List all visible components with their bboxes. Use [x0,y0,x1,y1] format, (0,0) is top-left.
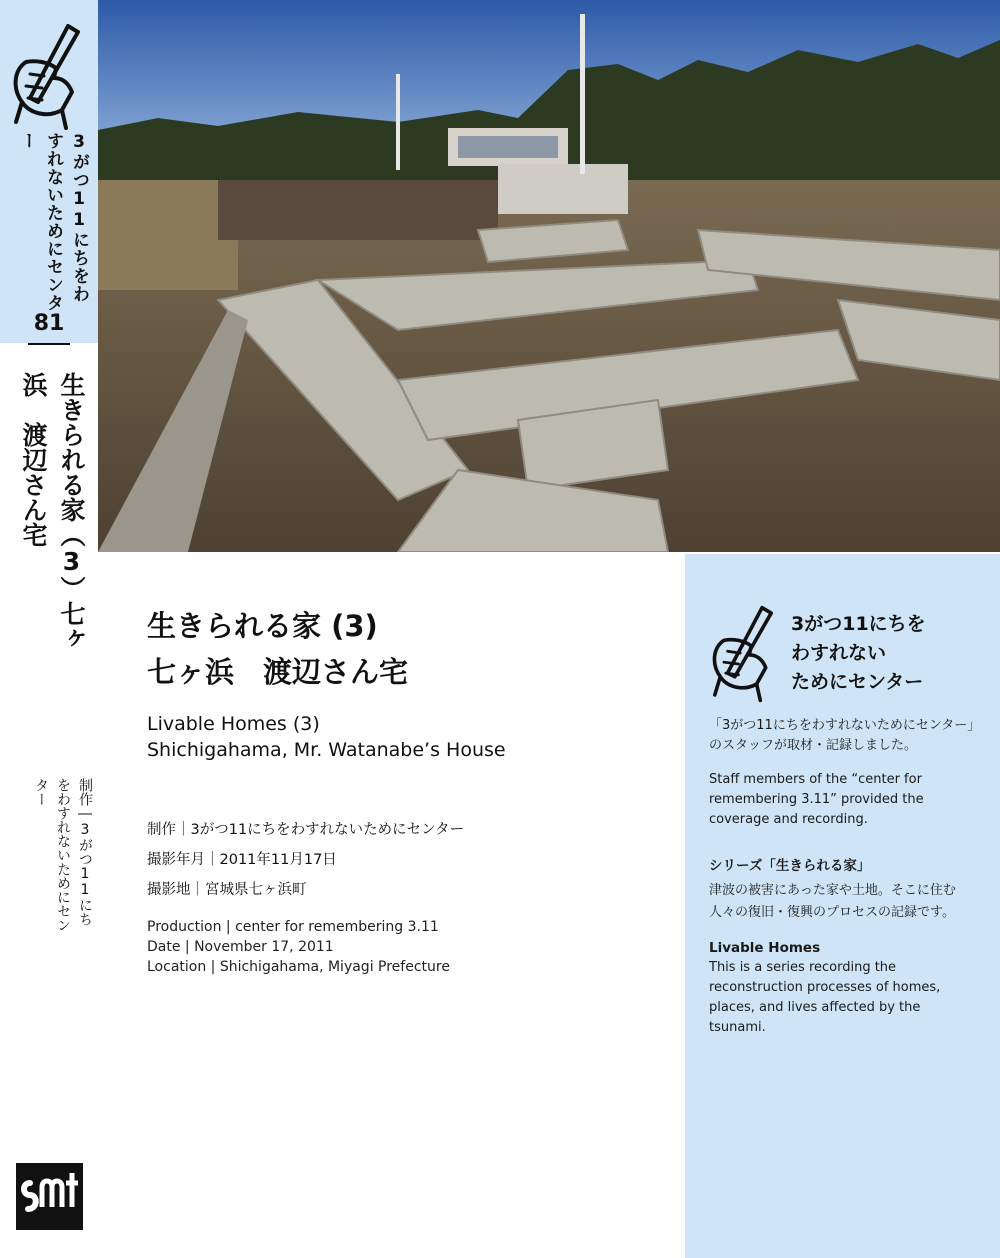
title-ja-line1: 生きられる家 (3) [147,609,378,643]
issue-number: 81 [33,311,65,336]
title-ja-line2: 七ヶ浜 渡辺さん宅 [147,655,409,689]
info-panel [685,554,1000,1258]
staff-note-ja: 「3がつ11にちをわすれないためにセンター」のスタッフが取材・記録しました。 [709,718,981,753]
center-name-line1: 3がつ11にちを [791,613,926,635]
title-en-line2: Shichigahama, Mr. Watanabe’s House [147,739,506,761]
hand-pencil-icon [707,604,779,704]
english-title [147,711,506,763]
meta-ja-date: 撮影年月｜2011年11月17日 [147,852,337,868]
series-body-en: This is a series recording the reconstruction processes of homes, places, and lives affected by the tsunami. [709,960,941,1035]
meta-en-date: Date | November 17, 2011 [147,939,334,955]
center-logo [707,604,977,714]
meta-ja-location: 撮影地｜宮城県七ヶ浜町 [147,882,307,898]
metadata-ja [147,815,464,905]
smt-logo-icon [16,1163,83,1230]
series-heading-en: Livable Homes [709,940,821,956]
center-name-line2: わすれない [791,642,887,664]
meta-ja-production: 制作｜3がつ11にちをわすれないためにセンター [147,822,465,838]
title-en-line1: Livable Homes (3) [147,713,320,735]
center-name-line3: ためにセンター [791,671,924,693]
meta-en-production: Production | center for remembering 3.11 [147,919,439,935]
center-name [791,610,926,697]
spine-credit: 制作―3がつ11にちをわすれないためにセンター [33,778,93,932]
spine-header [0,0,98,343]
series-body-ja: 津波の被害にあった家や土地。そこに住む人々の復旧・復興のプロセスの記録です。 [709,883,956,920]
metadata-en [147,917,450,977]
series-heading-ja: シリーズ「生きられる家」 [709,858,871,874]
spine-org-name: 3がつ11にちをわすれないためにセンター [17,132,89,312]
page-title [147,603,408,695]
foundation-photo [98,0,1000,552]
spine-divider [28,343,70,345]
meta-en-location: Location | Shichigahama, Miyagi Prefecture [147,959,450,975]
staff-note-en: Staff members of the “center for remembering 3.11” provided the coverage and recording. [709,772,924,827]
hand-pencil-icon [8,22,86,132]
spine-title: 生きられる家（3）七ヶ浜 渡辺さん宅 [19,372,86,651]
